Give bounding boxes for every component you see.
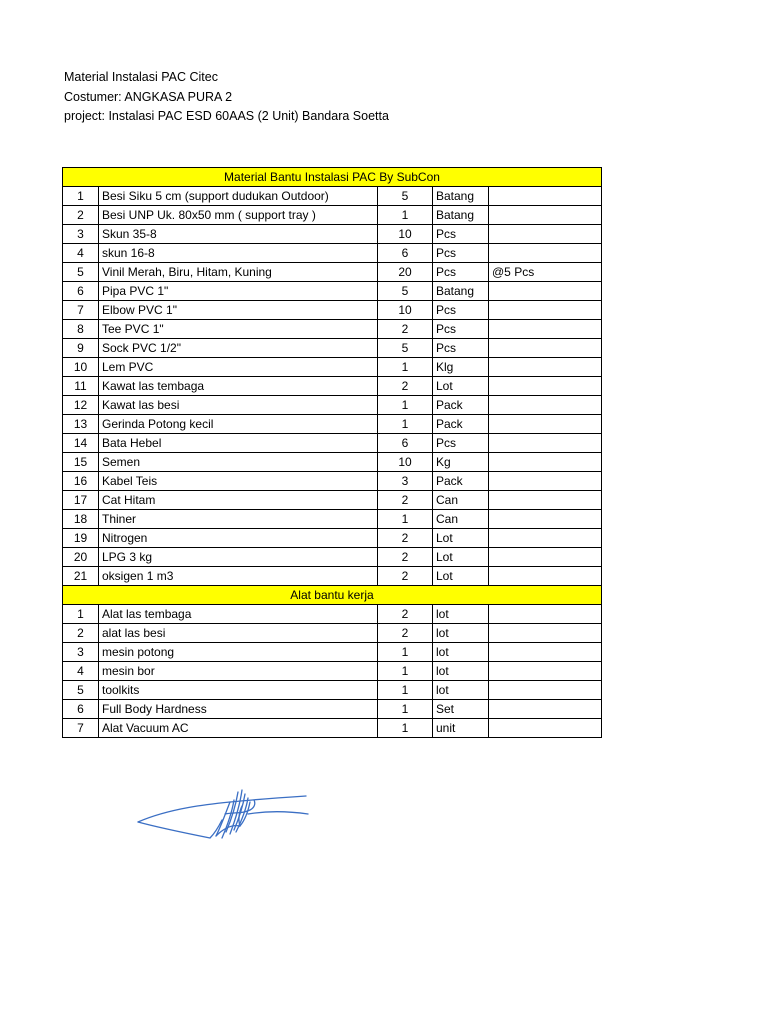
table-row bbox=[63, 681, 602, 700]
item-name: alat las besi bbox=[99, 624, 378, 643]
row-number: 6 bbox=[63, 282, 99, 301]
item-quantity: 20 bbox=[378, 263, 433, 282]
section-title: Material Bantu Instalasi PAC By SubCon bbox=[63, 168, 602, 187]
table-row bbox=[63, 244, 602, 263]
item-unit: Can bbox=[433, 491, 489, 510]
item-note bbox=[489, 206, 602, 225]
item-quantity: 1 bbox=[378, 396, 433, 415]
item-quantity: 10 bbox=[378, 225, 433, 244]
item-note bbox=[489, 339, 602, 358]
item-name: Kawat las besi bbox=[99, 396, 378, 415]
item-note bbox=[489, 700, 602, 719]
item-quantity: 5 bbox=[378, 339, 433, 358]
table-row bbox=[63, 187, 602, 206]
item-quantity: 6 bbox=[378, 434, 433, 453]
table-row bbox=[63, 605, 602, 624]
item-note bbox=[489, 187, 602, 206]
row-number: 3 bbox=[63, 643, 99, 662]
item-quantity: 2 bbox=[378, 624, 433, 643]
table-row bbox=[63, 643, 602, 662]
section-header-row bbox=[63, 168, 602, 187]
item-quantity: 1 bbox=[378, 719, 433, 738]
item-note bbox=[489, 681, 602, 700]
item-unit: Pcs bbox=[433, 320, 489, 339]
item-unit: Pcs bbox=[433, 244, 489, 263]
item-unit: Pack bbox=[433, 396, 489, 415]
item-unit: Pack bbox=[433, 472, 489, 491]
item-unit: Klg bbox=[433, 358, 489, 377]
item-quantity: 1 bbox=[378, 681, 433, 700]
item-note bbox=[489, 719, 602, 738]
item-quantity: 1 bbox=[378, 510, 433, 529]
item-unit: Batang bbox=[433, 282, 489, 301]
item-note bbox=[489, 415, 602, 434]
item-unit: lot bbox=[433, 643, 489, 662]
item-note bbox=[489, 548, 602, 567]
item-note bbox=[489, 567, 602, 586]
item-unit: Batang bbox=[433, 187, 489, 206]
item-note bbox=[489, 662, 602, 681]
item-note bbox=[489, 624, 602, 643]
item-name: skun 16-8 bbox=[99, 244, 378, 263]
item-note bbox=[489, 605, 602, 624]
item-note bbox=[489, 434, 602, 453]
item-name: Skun 35-8 bbox=[99, 225, 378, 244]
item-unit: Pcs bbox=[433, 434, 489, 453]
row-number: 18 bbox=[63, 510, 99, 529]
item-quantity: 2 bbox=[378, 567, 433, 586]
row-number: 13 bbox=[63, 415, 99, 434]
item-unit: Pcs bbox=[433, 225, 489, 244]
item-note: @5 Pcs bbox=[489, 263, 602, 282]
table-row bbox=[63, 700, 602, 719]
row-number: 15 bbox=[63, 453, 99, 472]
item-name: Vinil Merah, Biru, Hitam, Kuning bbox=[99, 263, 378, 282]
item-quantity: 2 bbox=[378, 529, 433, 548]
table-row bbox=[63, 415, 602, 434]
row-number: 19 bbox=[63, 529, 99, 548]
item-unit: Set bbox=[433, 700, 489, 719]
row-number: 7 bbox=[63, 301, 99, 320]
row-number: 8 bbox=[63, 320, 99, 339]
item-unit: lot bbox=[433, 605, 489, 624]
item-quantity: 1 bbox=[378, 643, 433, 662]
item-name: Besi UNP Uk. 80x50 mm ( support tray ) bbox=[99, 206, 378, 225]
item-note bbox=[489, 377, 602, 396]
table-row bbox=[63, 491, 602, 510]
item-unit: Lot bbox=[433, 567, 489, 586]
item-unit: Lot bbox=[433, 377, 489, 396]
item-unit: Pcs bbox=[433, 301, 489, 320]
item-note bbox=[489, 491, 602, 510]
item-note bbox=[489, 453, 602, 472]
table-row bbox=[63, 225, 602, 244]
item-quantity: 2 bbox=[378, 605, 433, 624]
item-note bbox=[489, 472, 602, 491]
row-number: 5 bbox=[63, 263, 99, 282]
item-quantity: 5 bbox=[378, 187, 433, 206]
table-row bbox=[63, 453, 602, 472]
row-number: 11 bbox=[63, 377, 99, 396]
row-number: 4 bbox=[63, 662, 99, 681]
item-unit: Lot bbox=[433, 548, 489, 567]
table-row bbox=[63, 396, 602, 415]
item-quantity: 2 bbox=[378, 491, 433, 510]
header-customer: Costumer: ANGKASA PURA 2 bbox=[64, 89, 233, 104]
item-note bbox=[489, 529, 602, 548]
table-row bbox=[63, 662, 602, 681]
item-name: Kawat las tembaga bbox=[99, 377, 378, 396]
table-row bbox=[63, 263, 602, 282]
item-note bbox=[489, 244, 602, 263]
item-unit: unit bbox=[433, 719, 489, 738]
row-number: 4 bbox=[63, 244, 99, 263]
row-number: 10 bbox=[63, 358, 99, 377]
item-unit: Kg bbox=[433, 453, 489, 472]
item-quantity: 1 bbox=[378, 358, 433, 377]
item-quantity: 1 bbox=[378, 662, 433, 681]
item-quantity: 3 bbox=[378, 472, 433, 491]
item-name: Besi Siku 5 cm (support dudukan Outdoor) bbox=[99, 187, 378, 206]
item-name: Alat Vacuum AC bbox=[99, 719, 378, 738]
row-number: 5 bbox=[63, 681, 99, 700]
material-table-body bbox=[63, 168, 602, 738]
row-number: 2 bbox=[63, 206, 99, 225]
item-quantity: 6 bbox=[378, 244, 433, 263]
row-number: 12 bbox=[63, 396, 99, 415]
header-project: project: Instalasi PAC ESD 60AAS (2 Unit) Bandara Soetta bbox=[64, 109, 389, 123]
table-row bbox=[63, 624, 602, 643]
item-unit: Lot bbox=[433, 529, 489, 548]
item-name: mesin potong bbox=[99, 643, 378, 662]
table-row bbox=[63, 320, 602, 339]
item-name: Sock PVC 1/2" bbox=[99, 339, 378, 358]
row-number: 6 bbox=[63, 700, 99, 719]
item-note bbox=[489, 358, 602, 377]
item-quantity: 1 bbox=[378, 700, 433, 719]
item-name: Alat las tembaga bbox=[99, 605, 378, 624]
header-title: Material Instalasi PAC Citec bbox=[64, 70, 218, 84]
item-quantity: 1 bbox=[378, 415, 433, 434]
row-number: 2 bbox=[63, 624, 99, 643]
table-row bbox=[63, 529, 602, 548]
item-quantity: 1 bbox=[378, 206, 433, 225]
item-name: Bata Hebel bbox=[99, 434, 378, 453]
table-row bbox=[63, 510, 602, 529]
row-number: 21 bbox=[63, 567, 99, 586]
item-unit: Pack bbox=[433, 415, 489, 434]
item-quantity: 2 bbox=[378, 320, 433, 339]
item-name: LPG 3 kg bbox=[99, 548, 378, 567]
row-number: 17 bbox=[63, 491, 99, 510]
item-unit: lot bbox=[433, 662, 489, 681]
table-row bbox=[63, 567, 602, 586]
table-row bbox=[63, 548, 602, 567]
row-number: 20 bbox=[63, 548, 99, 567]
table-row bbox=[63, 339, 602, 358]
row-number: 7 bbox=[63, 719, 99, 738]
row-number: 16 bbox=[63, 472, 99, 491]
section-header-row bbox=[63, 586, 602, 605]
table-row bbox=[63, 377, 602, 396]
item-unit: Pcs bbox=[433, 339, 489, 358]
item-unit: lot bbox=[433, 624, 489, 643]
item-quantity: 10 bbox=[378, 453, 433, 472]
row-number: 3 bbox=[63, 225, 99, 244]
row-number: 14 bbox=[63, 434, 99, 453]
item-name: Lem PVC bbox=[99, 358, 378, 377]
item-note bbox=[489, 282, 602, 301]
item-name: Semen bbox=[99, 453, 378, 472]
item-name: mesin bor bbox=[99, 662, 378, 681]
material-table bbox=[62, 167, 602, 738]
item-note bbox=[489, 643, 602, 662]
item-name: Thiner bbox=[99, 510, 378, 529]
table-row bbox=[63, 719, 602, 738]
item-name: Elbow PVC 1" bbox=[99, 301, 378, 320]
item-unit: Pcs bbox=[433, 263, 489, 282]
row-number: 1 bbox=[63, 605, 99, 624]
item-name: toolkits bbox=[99, 681, 378, 700]
item-unit: Can bbox=[433, 510, 489, 529]
item-note bbox=[489, 225, 602, 244]
item-note bbox=[489, 301, 602, 320]
row-number: 1 bbox=[63, 187, 99, 206]
item-name: Tee PVC 1" bbox=[99, 320, 378, 339]
item-quantity: 2 bbox=[378, 548, 433, 567]
table-row bbox=[63, 206, 602, 225]
table-row bbox=[63, 282, 602, 301]
item-quantity: 10 bbox=[378, 301, 433, 320]
item-name: Nitrogen bbox=[99, 529, 378, 548]
table-row bbox=[63, 472, 602, 491]
table-row bbox=[63, 301, 602, 320]
item-unit: Batang bbox=[433, 206, 489, 225]
item-quantity: 5 bbox=[378, 282, 433, 301]
item-note bbox=[489, 510, 602, 529]
section-title: Alat bantu kerja bbox=[63, 586, 602, 605]
item-note bbox=[489, 396, 602, 415]
item-name: Kabel Teis bbox=[99, 472, 378, 491]
row-number: 9 bbox=[63, 339, 99, 358]
item-name: Gerinda Potong kecil bbox=[99, 415, 378, 434]
signature-image bbox=[130, 784, 310, 849]
document-header bbox=[64, 68, 389, 127]
table-row bbox=[63, 358, 602, 377]
table-row bbox=[63, 434, 602, 453]
item-note bbox=[489, 320, 602, 339]
item-name: Full Body Hardness bbox=[99, 700, 378, 719]
item-name: Pipa PVC 1" bbox=[99, 282, 378, 301]
item-name: oksigen 1 m3 bbox=[99, 567, 378, 586]
item-quantity: 2 bbox=[378, 377, 433, 396]
item-name: Cat Hitam bbox=[99, 491, 378, 510]
item-unit: lot bbox=[433, 681, 489, 700]
